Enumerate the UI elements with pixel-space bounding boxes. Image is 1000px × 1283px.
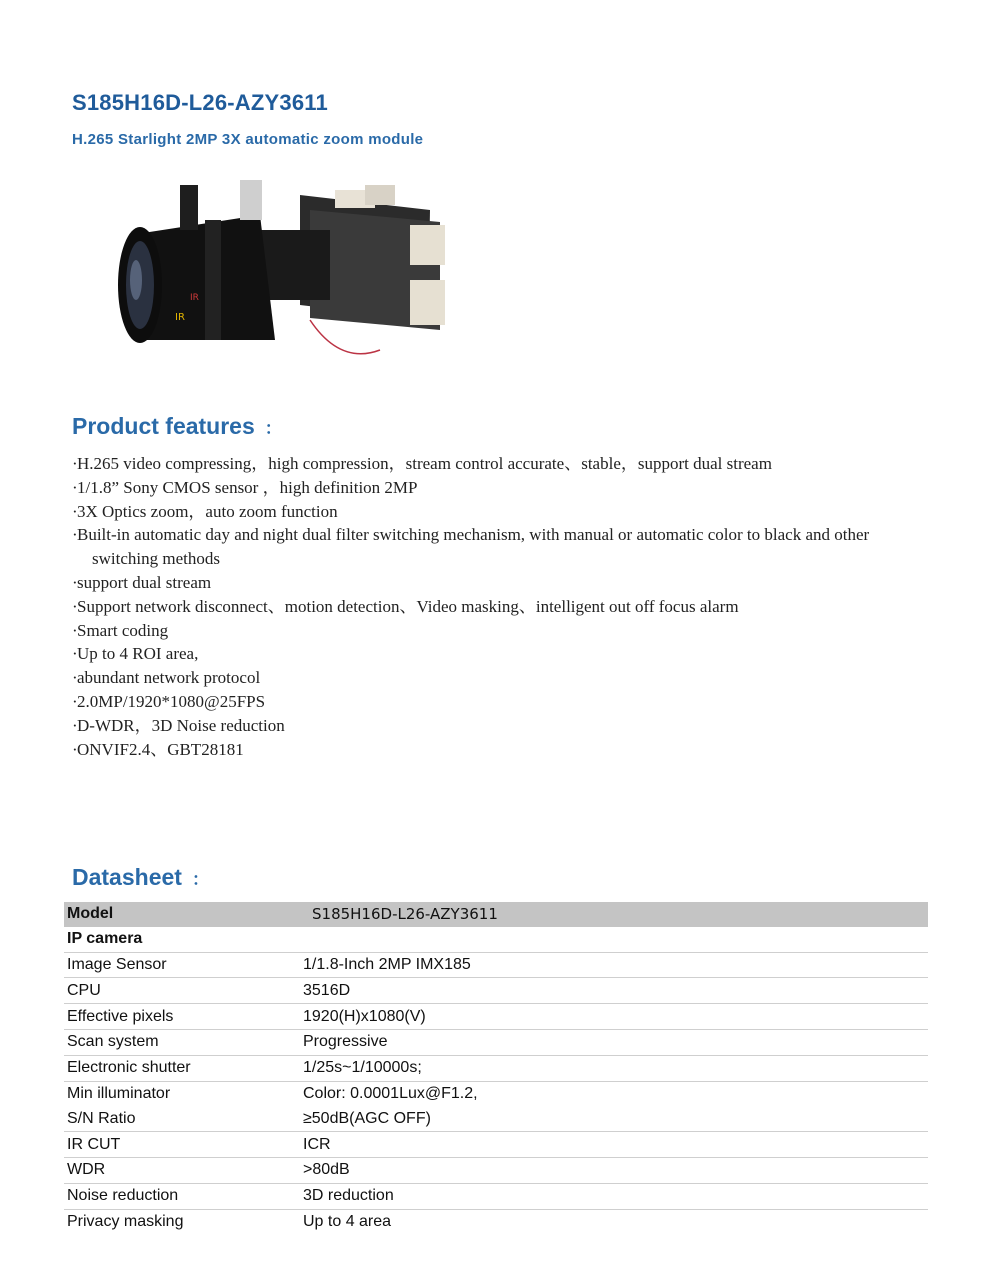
spec-key: WDR <box>64 1157 300 1183</box>
spec-key: Scan system <box>64 1029 300 1055</box>
datasheet-heading <box>72 864 209 891</box>
bullet: · <box>72 501 78 521</box>
page-subtitle: H.265 Starlight 2MP 3X automatic zoom module <box>72 131 424 148</box>
bullet: · <box>72 739 78 759</box>
group-label: IP camera <box>64 927 300 952</box>
svg-text:IR: IR <box>175 312 185 323</box>
feature-item <box>72 523 932 571</box>
spec-value: ≥50dB(AGC OFF) <box>300 1106 928 1131</box>
feature-item <box>72 476 932 500</box>
datasheet-table <box>64 902 928 1234</box>
page-title: S185H16D-L26-AZY3611 <box>72 90 328 115</box>
table-row <box>64 978 928 1004</box>
bullet: · <box>72 644 78 664</box>
feature-text: 2.0MP/1920*1080@25FPS <box>77 691 266 711</box>
feature-item <box>72 619 932 643</box>
table-row <box>64 1004 928 1030</box>
feature-text: Built-in automatic day and night dual filter switching mechanism, with manual or automatic color to black and other switching methods <box>77 525 870 569</box>
spec-key: CPU <box>64 978 300 1004</box>
table-row <box>64 1081 928 1106</box>
bullet: · <box>72 477 78 497</box>
feature-item <box>72 500 932 524</box>
features-heading <box>72 413 282 440</box>
bullet: · <box>72 525 78 545</box>
feature-item <box>72 571 932 595</box>
spec-value: 3516D <box>300 978 928 1004</box>
feature-text: Support network disconnect、motion detection、Video masking、intelligent out off focus alarm <box>77 596 739 616</box>
table-row <box>64 1055 928 1081</box>
spec-value: >80dB <box>300 1157 928 1183</box>
feature-text: 1/1.8” Sony CMOS sensor ，high definition 2MP <box>77 477 418 497</box>
feature-text: H.265 video compressing，high compression，stream control accurate、stable，support dual stream <box>77 454 772 473</box>
table-row <box>64 1029 928 1055</box>
group-value <box>300 927 928 952</box>
feature-item <box>72 714 932 738</box>
spec-value: 3D reduction <box>300 1183 928 1209</box>
spec-key: Effective pixels <box>64 1004 300 1030</box>
feature-text: 3X Optics zoom，auto zoom function <box>77 501 338 521</box>
feature-text: support dual stream <box>77 572 212 592</box>
spec-key: Electronic shutter <box>64 1055 300 1081</box>
datasheet-heading-text: Datasheet <box>72 864 182 890</box>
datasheet-heading-colon: ： <box>191 870 209 889</box>
feature-text: abundant network protocol <box>77 668 261 688</box>
features-heading-colon: ： <box>264 419 282 438</box>
table-header-row <box>64 902 928 927</box>
bullet: · <box>72 454 78 473</box>
feature-text: ONVIF2.4、GBT28181 <box>77 739 244 759</box>
feature-item <box>72 595 932 619</box>
table-row <box>64 1157 928 1183</box>
spec-key: IR CUT <box>64 1132 300 1158</box>
table-row <box>64 1183 928 1209</box>
model-label: Model <box>64 902 300 927</box>
model-value: S185H16D-L26-AZY3611 <box>300 902 928 927</box>
spec-key: S/N Ratio <box>64 1106 300 1131</box>
feature-text: Smart coding <box>77 620 169 640</box>
spec-value: ICR <box>300 1132 928 1158</box>
table-row <box>64 952 928 978</box>
spec-key: Image Sensor <box>64 952 300 978</box>
feature-item <box>72 690 932 714</box>
spec-value: Color: 0.0001Lux@F1.2, <box>303 1084 478 1102</box>
spec-key: Noise reduction <box>64 1183 300 1209</box>
bullet: · <box>72 715 78 735</box>
feature-item <box>72 666 932 690</box>
spec-value: 1/1.8-Inch 2MP IMX185 <box>300 952 928 978</box>
feature-text: D-WDR，3D Noise reduction <box>77 715 285 735</box>
features-heading-text: Product features <box>72 413 255 439</box>
spec-key: Min illuminator <box>67 1084 171 1102</box>
camera-module-image <box>110 180 450 380</box>
bullet: · <box>72 596 78 616</box>
bullet: · <box>72 572 78 592</box>
svg-text:IR: IR <box>190 293 199 303</box>
spec-value: 1920(H)x1080(V) <box>300 1004 928 1030</box>
bullet: · <box>72 691 78 711</box>
table-row <box>64 1132 928 1158</box>
feature-text: Up to 4 ROI area, <box>77 644 199 664</box>
table-row <box>64 1106 928 1131</box>
bullet: · <box>72 620 78 640</box>
feature-item <box>72 738 932 762</box>
spec-value: 1/25s~1/10000s; <box>300 1055 928 1081</box>
features-list <box>72 452 932 761</box>
feature-item <box>72 642 932 666</box>
spec-value: Progressive <box>300 1029 928 1055</box>
bullet: · <box>72 668 78 688</box>
spec-value: Up to 4 area <box>303 1212 392 1230</box>
feature-item <box>72 452 932 476</box>
spec-key: Privacy masking <box>67 1212 184 1230</box>
table-group-row <box>64 927 928 952</box>
table-row <box>64 1209 928 1234</box>
